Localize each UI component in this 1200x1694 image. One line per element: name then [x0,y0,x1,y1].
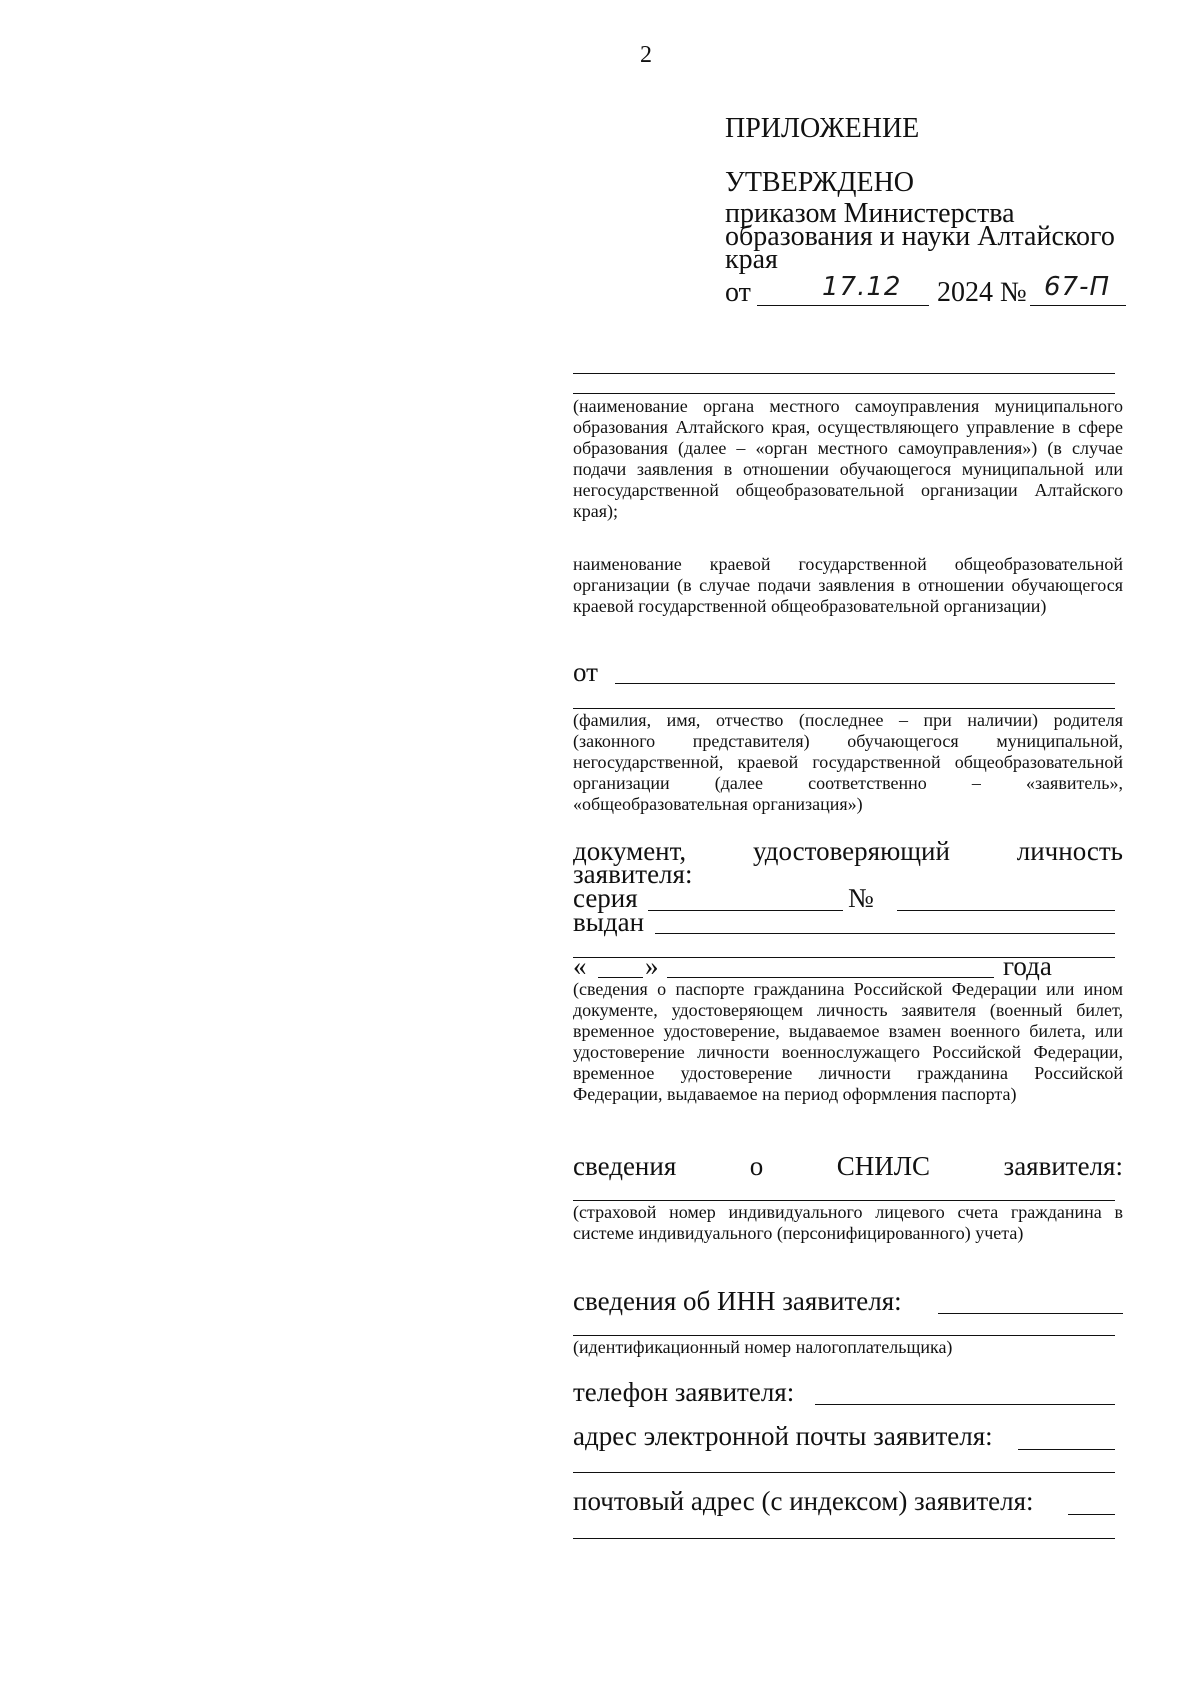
document-title-word-3: личность [1016,836,1123,866]
number-label: № [848,883,874,913]
quote-close: » [645,951,659,981]
order-line-1: приказом Министерства [725,198,1015,229]
document-title-word-1: документ, [573,836,687,866]
postal-label: почтовый адрес (с индексом) заявителя: [573,1486,1034,1516]
snils-word-4: заявителя: [1003,1151,1123,1181]
snils-caption: (страховой номер индивидуального лицевого счета гражданина в системе индивидуального (персонифицированного) учета) [573,1202,1123,1243]
inn-line-2 [573,1335,1115,1336]
inn-caption: (идентификационный номер налогоплательщика) [573,1337,953,1357]
appendix-heading: ПРИЛОЖЕНИЕ [725,113,920,144]
applicant-from-label: от [573,657,598,687]
issued-line-1 [655,933,1115,934]
recipient-line-1 [573,373,1115,374]
email-line-2 [573,1472,1115,1473]
snils-line [573,1200,1115,1201]
recipient-caption-2: наименование краевой государственной общеобразовательной организации (в случае подачи заявления в отношении обучающегося краевой государственной общеобразовательной организации) [573,554,1123,616]
email-line-1 [1018,1449,1115,1450]
day-line [598,977,643,978]
phone-line [815,1404,1115,1405]
number-line [897,910,1115,911]
order-line-3: края [725,244,778,275]
snils-word-2: о [749,1151,764,1181]
order-number-handwritten: 67-П [1044,272,1111,302]
snils-word-3: СНИЛС [836,1151,931,1181]
month-line [667,977,994,978]
document-title-word-2: удостоверяющий [752,836,950,866]
email-label: адрес электронной почты заявителя: [573,1421,993,1451]
snils-word-1: сведения [573,1151,677,1181]
series-label: серия [573,883,638,913]
year-label: года [1003,951,1052,981]
order-date-line [757,305,929,306]
quote-open: « [573,951,587,981]
approved-heading: УТВЕРЖДЕНО [725,167,915,198]
document-caption: (сведения о паспорте гражданина Российской Федерации или ином документе, удостоверяющем личность заявителя (военный билет, временное удостоверение, выдаваемое взамен военного билета, или удостоверение личности военнослужащего Российской Федерации, временное удостоверение личности гражданина Российской Федерации, выдаваемое на период оформления паспорта) [573,979,1123,1104]
phone-label: телефон заявителя: [573,1377,795,1407]
inn-label: сведения об ИНН заявителя: [573,1286,902,1316]
series-line [648,910,843,911]
page-number: 2 [640,42,652,68]
order-from-label: от [725,277,751,308]
applicant-caption: (фамилия, имя, отчество (последнее – при наличии) родителя (законного представителя) обучающегося муниципальной, негосударственной, краевой государственной общеобразовательной организации (далее соответственно – «заявитель», «общеобразовательная организация») [573,710,1123,814]
recipient-caption-1: (наименование органа местного самоуправления муниципального образования Алтайского края, осуществляющего управление в сфере образования (далее – «орган местного самоуправления») (в случае подачи заявления в отношении обучающегося муниципальной или негосударственной общеобразовательной организации Алтайского края); [573,396,1123,521]
applicant-name-line-1 [615,683,1115,684]
postal-line-1 [1068,1514,1115,1515]
order-line-2: образования и науки Алтайского [725,221,1115,252]
order-date-handwritten: 17.12 [822,272,902,302]
postal-line-2 [573,1538,1115,1539]
inn-line-1 [938,1313,1123,1314]
order-year-label: 2024 № [937,277,1027,308]
applicant-name-line-2 [573,708,1115,709]
snils-row [573,1152,1123,1180]
issued-label: выдан [573,907,645,937]
order-number-line [1030,305,1126,306]
recipient-line-2 [573,393,1115,394]
document-title-line-2: заявителя: [573,859,693,889]
